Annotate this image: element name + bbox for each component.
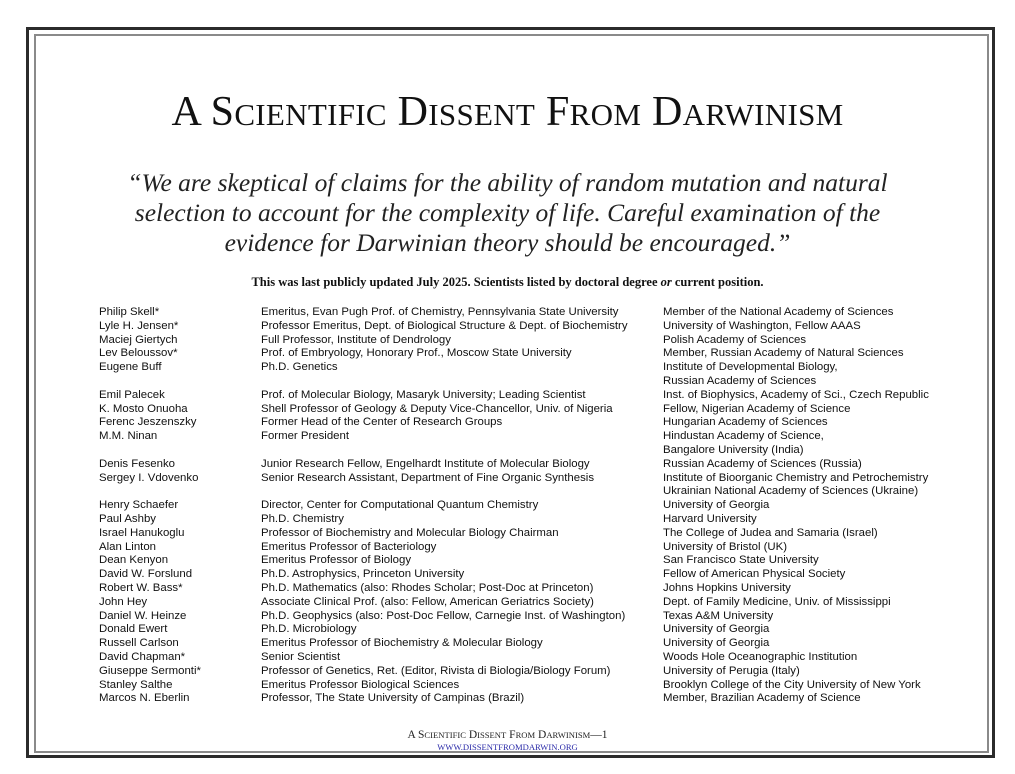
signatory-affiliation: Johns Hopkins University xyxy=(663,581,791,594)
signatory-row xyxy=(99,361,979,375)
signatory-affiliation: Member, Brazilian Academy of Science xyxy=(663,692,861,705)
signatory-roster xyxy=(99,306,979,706)
signatory-position: Professor of Biochemistry and Molecular Biology Chairman xyxy=(261,526,559,539)
title-cap: D xyxy=(652,89,683,135)
signatory-name: Donald Ewert xyxy=(99,623,168,636)
title-cap: A xyxy=(171,89,200,135)
footer-title-part: D xyxy=(535,729,547,741)
footer-title-part: A S xyxy=(407,729,425,741)
signatory-position: Ph.D. Geophysics (also: Post-Doc Fellow, Carnegie Inst. of Washington) xyxy=(261,609,626,622)
signatory-position: Junior Research Fellow, Engelhardt Institute of Molecular Biology xyxy=(261,457,590,470)
signatory-row xyxy=(99,679,979,693)
signatory-position: Former President xyxy=(261,430,349,443)
signatory-name: Eugene Buff xyxy=(99,361,162,374)
signatory-name: Henry Schaefer xyxy=(99,499,179,512)
signatory-name: Lev Beloussov* xyxy=(99,347,178,360)
signatory-affiliation: University of Bristol (UK) xyxy=(663,540,788,553)
signatory-name: Maciej Giertych xyxy=(99,333,178,346)
signatory-position: Associate Clinical Prof. (also: Fellow, American Geriatrics Society) xyxy=(261,595,594,608)
signatory-name: Lyle H. Jensen* xyxy=(99,319,179,332)
signatory-affiliation: Fellow of American Physical Society xyxy=(663,568,846,581)
signatory-position: Prof. of Molecular Biology, Masaryk University; Leading Scientist xyxy=(261,388,586,401)
signatory-affiliation: University of Georgia xyxy=(663,637,770,650)
title-smallcaps: ISSENT xyxy=(428,97,536,132)
footer-title-part: CIENTIFIC xyxy=(424,730,466,740)
signatory-position: Ph.D. Genetics xyxy=(261,361,338,374)
footer-title-part: ROM xyxy=(515,730,536,740)
signatory-position: Emeritus Professor of Biochemistry & Molecular Biology xyxy=(261,637,543,650)
signatory-row xyxy=(99,320,979,334)
signatory-affiliation: Inst. of Biophysics, Academy of Sci., Czech Republic xyxy=(663,388,929,401)
note-emphasis: or xyxy=(660,275,672,289)
signatory-row xyxy=(99,444,979,458)
update-note xyxy=(0,275,1015,290)
signatory-name: Paul Ashby xyxy=(99,512,156,525)
signatory-position: Senior Research Assistant, Department of Fine Organic Synthesis xyxy=(261,471,595,484)
signatory-row xyxy=(99,347,979,361)
quote-line: evidence for Darwinian theory should be encouraged.” xyxy=(224,228,791,257)
signatory-name: John Hey xyxy=(99,595,148,608)
signatory-position: Director, Center for Computational Quantum Chemistry xyxy=(261,499,539,512)
signatory-affiliation: University of Georgia xyxy=(663,499,770,512)
signatory-group xyxy=(99,389,979,458)
signatory-group xyxy=(99,499,979,706)
signatory-row xyxy=(99,485,979,499)
signatory-affiliation: Member of the National Academy of Sciences xyxy=(663,306,894,318)
signatory-row xyxy=(99,554,979,568)
signatory-position: Emeritus Professor of Bacteriology xyxy=(261,540,437,553)
signatory-name: Dean Kenyon xyxy=(99,554,169,567)
signatory-row xyxy=(99,637,979,651)
footer-title-part: —1 xyxy=(590,729,608,741)
note-text: This was last publicly updated July 2025. Scientists listed by doctoral degree xyxy=(251,275,661,289)
signatory-affiliation: Institute of Developmental Biology, xyxy=(663,361,838,374)
signatory-position: Ph.D. Chemistry xyxy=(261,512,344,525)
signatory-name: Giuseppe Sermonti* xyxy=(99,664,201,677)
signatory-affiliation: Russian Academy of Sciences (Russia) xyxy=(663,457,862,470)
signatory-affiliation: University of Washington, Fellow AAAS xyxy=(663,319,861,332)
signatory-affiliation: Polish Academy of Sciences xyxy=(663,333,807,346)
title-cap: F xyxy=(545,89,570,135)
signatory-group xyxy=(99,306,979,389)
signatory-row xyxy=(99,568,979,582)
signatory-row xyxy=(99,389,979,403)
signatory-position: Former Head of the Center of Research Groups xyxy=(261,416,503,429)
signatory-affiliation: Harvard University xyxy=(663,512,757,525)
footer-title-part: ISSENT xyxy=(477,730,507,740)
title-cap: D xyxy=(397,89,429,135)
signatory-name: Stanley Salthe xyxy=(99,678,173,691)
signatory-name: Emil Palecek xyxy=(99,388,165,401)
footer-title-part: ARWINISM xyxy=(546,730,591,740)
signatory-row xyxy=(99,472,979,486)
page-footer xyxy=(0,729,1015,753)
signatory-name: Robert W. Bass* xyxy=(99,581,183,594)
title-smallcaps: CIENTIFIC xyxy=(234,97,387,132)
signatory-row xyxy=(99,582,979,596)
signatory-affiliation: Member, Russian Academy of Natural Sciences xyxy=(663,347,904,360)
signatory-name: Denis Fesenko xyxy=(99,457,175,470)
signatory-name: Ferenc Jeszenszky xyxy=(99,416,197,429)
signatory-position: Prof. of Embryology, Honorary Prof., Moscow State University xyxy=(261,347,572,360)
signatory-affiliation: Institute of Bioorganic Chemistry and Petrochemistry xyxy=(663,471,929,484)
signatory-row xyxy=(99,334,979,348)
signatory-row xyxy=(99,596,979,610)
signatory-position: Professor Emeritus, Dept. of Biological Structure & Dept. of Biochemistry xyxy=(261,319,628,332)
signatory-affiliation: Dept. of Family Medicine, Univ. of Mississippi xyxy=(663,595,891,608)
signatory-row xyxy=(99,541,979,555)
signatory-affiliation: Hindustan Academy of Science, xyxy=(663,430,824,443)
signatory-position: Ph.D. Astrophysics, Princeton University xyxy=(261,568,465,581)
signatory-row xyxy=(99,375,979,389)
note-text: current position. xyxy=(671,275,764,289)
signatory-row xyxy=(99,416,979,430)
signatory-row xyxy=(99,692,979,706)
signatory-affiliation: The College of Judea and Samaria (Israel) xyxy=(663,526,878,539)
signatory-name: Israel Hanukoglu xyxy=(99,526,185,539)
signatory-name: Alan Linton xyxy=(99,540,156,553)
signatory-row xyxy=(99,499,979,513)
signatory-name: David Chapman* xyxy=(99,650,186,663)
signatory-name: K. Mosto Onuoha xyxy=(99,402,188,415)
signatory-position: Professor of Genetics, Ret. (Editor, Rivista di Biologia/Biology Forum) xyxy=(261,664,611,677)
footer-title-part: D xyxy=(465,729,478,741)
signatory-position: Emeritus, Evan Pugh Prof. of Chemistry, Pennsylvania State University xyxy=(261,306,619,318)
signatory-affiliation: Russian Academy of Sciences xyxy=(663,374,817,387)
signatory-affiliation: Woods Hole Oceanographic Institution xyxy=(663,650,858,663)
signatory-row xyxy=(99,623,979,637)
signatory-name: Sergey I. Vdovenko xyxy=(99,471,199,484)
signatory-position: Professor, The State University of Campinas (Brazil) xyxy=(261,692,525,705)
signatory-position: Senior Scientist xyxy=(261,650,341,663)
signatory-affiliation: University of Georgia xyxy=(663,623,770,636)
signatory-affiliation: Fellow, Nigerian Academy of Science xyxy=(663,402,851,415)
title-cap: S xyxy=(210,89,235,135)
signatory-affiliation: Texas A&M University xyxy=(663,609,774,622)
signatory-row xyxy=(99,458,979,472)
title-smallcaps: ARWINISM xyxy=(682,97,844,132)
signatory-name: Daniel W. Heinze xyxy=(99,609,187,622)
signatory-affiliation: Brooklyn College of the City University of New York xyxy=(663,678,921,691)
signatory-affiliation: Bangalore University (India) xyxy=(663,443,804,456)
signatory-affiliation: Ukrainian National Academy of Sciences (Ukraine) xyxy=(663,485,919,498)
footer-title-part: F xyxy=(506,729,516,741)
quote-line: selection to account for the complexity of life. Careful examination of the xyxy=(134,198,881,227)
signatory-affiliation: Hungarian Academy of Sciences xyxy=(663,416,828,429)
signatory-group xyxy=(99,458,979,499)
signatory-name: Marcos N. Eberlin xyxy=(99,692,190,705)
signatory-affiliation: San Francisco State University xyxy=(663,554,819,567)
signatory-position: Emeritus Professor of Biology xyxy=(261,554,412,567)
signatory-position: Emeritus Professor Biological Sciences xyxy=(261,678,460,691)
signatory-position: Full Professor, Institute of Dendrology xyxy=(261,333,451,346)
signatory-name: M.M. Ninan xyxy=(99,430,158,443)
signatory-name: David W. Forslund xyxy=(99,568,193,581)
signatory-row xyxy=(99,651,979,665)
quote-line: “We are skeptical of claims for the ability of random mutation and natural xyxy=(127,168,888,197)
signatory-row xyxy=(99,306,979,320)
signatory-row xyxy=(99,527,979,541)
signatory-name: Philip Skell* xyxy=(99,306,160,318)
signatory-position: Ph.D. Microbiology xyxy=(261,623,357,636)
signatory-name: Russell Carlson xyxy=(99,637,179,650)
signatory-position: Shell Professor of Geology & Deputy Vice-Chancellor, Univ. of Nigeria xyxy=(261,402,613,415)
signatory-row xyxy=(99,403,979,417)
document-title xyxy=(0,88,1015,139)
signatory-affiliation: University of Perugia (Italy) xyxy=(663,664,800,677)
signatory-row xyxy=(99,430,979,444)
signatory-row xyxy=(99,513,979,527)
footer-url-link[interactable]: WWW.DISSENTFROMDARWIN.ORG xyxy=(437,742,578,752)
signatory-row xyxy=(99,610,979,624)
footer-title xyxy=(0,729,1015,741)
title-smallcaps: ROM xyxy=(569,97,642,132)
statement-quote xyxy=(110,168,905,258)
signatory-position: Ph.D. Mathematics (also: Rhodes Scholar; Post-Doc at Princeton) xyxy=(261,581,594,594)
signatory-row xyxy=(99,665,979,679)
